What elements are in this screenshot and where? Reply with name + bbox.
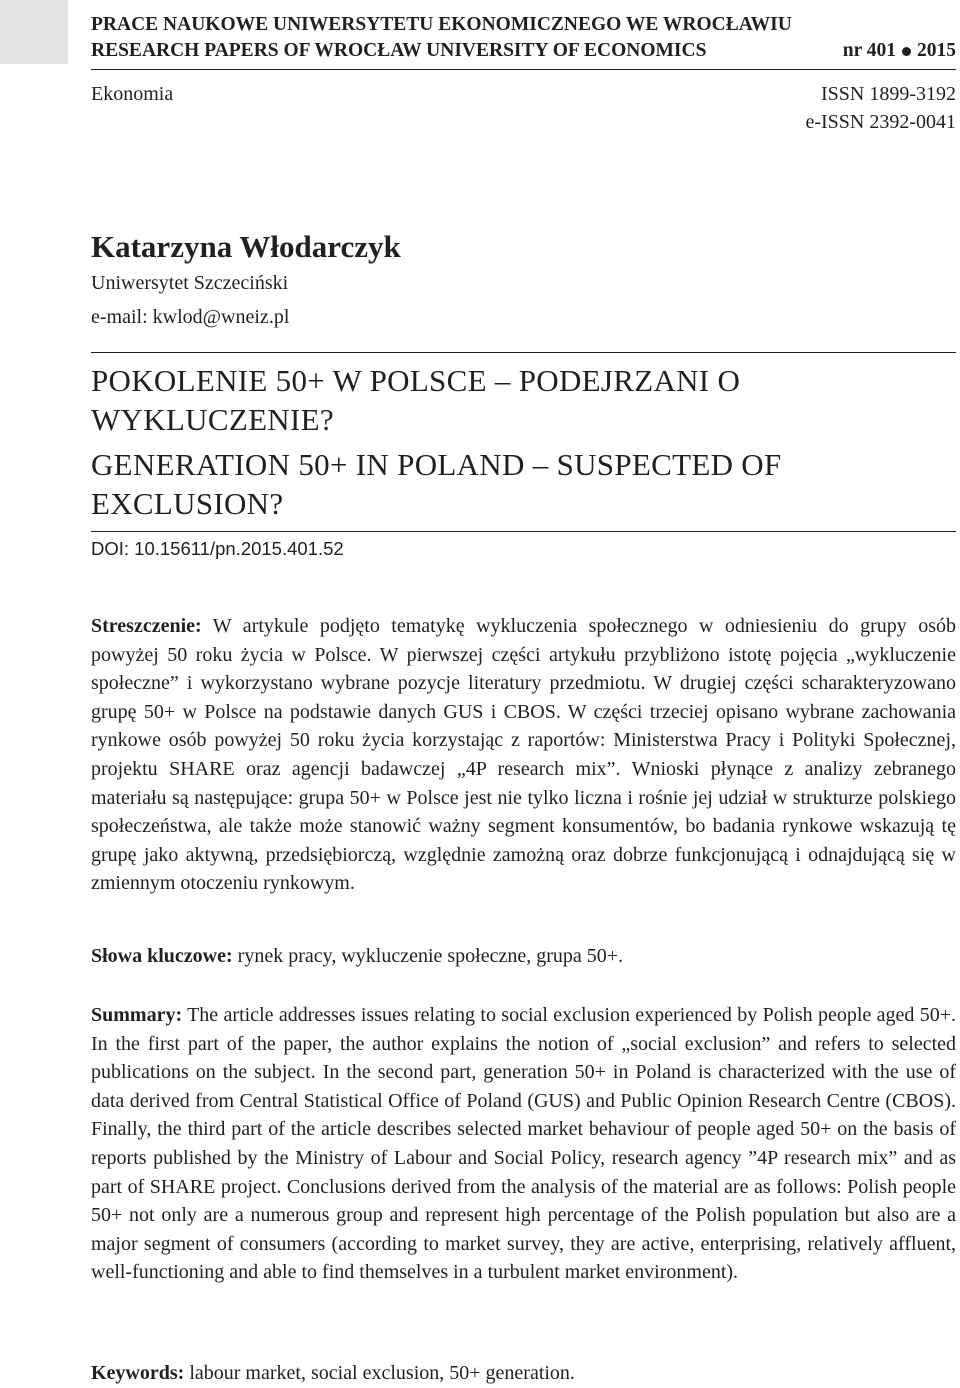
author-name: Katarzyna Włodarczyk (91, 229, 401, 264)
publication-meta (91, 80, 956, 136)
journal-header (91, 12, 956, 70)
journal-name-en: RESEARCH PAPERS OF WROCŁAW UNIVERSITY OF ECONOMICS nr 401 2015 (91, 38, 956, 64)
abstract-en-text: The article addresses issues relating to social exclusion experienced by Polish people aged 50+. In the first part of the paper, the author explains the notion of „social exclusion” and refers to selected publications on the subject. In the second part, generation 50+ in Poland is characterized with the use of data derived from Central Statistical Office of Poland (GUS) and Public Opinion Research Centre (CBOS). Finally, the third part of the article describes selected market behaviour of people aged 50+ on the basis of reports published by the Ministry of Labour and Social Policy, research agency ”4P research mix” and as part of SHARE project. Conclusions derived from the analysis of the material are as follows: Polish people 50+ not only are a numerous group and represent high percentage of the Polish population but also are a major segment of consumers (according to market survey, they are active, enterprising, relatively affluent, well-functioning and able to find themselves in a turbulent market environment). (91, 1004, 956, 1284)
abstract-en (91, 1001, 956, 1287)
author-affiliation: Uniwersytet Szczeciński (91, 272, 289, 294)
issue-info (843, 38, 956, 64)
author-email: e-mail: kwlod@wneiz.pl (91, 306, 290, 328)
keywords-pl (91, 942, 956, 971)
keywords-en-text: labour market, social exclusion, 50+ generation. (184, 1362, 575, 1384)
keywords-pl-label: Słowa kluczowe: (91, 945, 233, 967)
keywords-en-label: Keywords: (91, 1362, 185, 1384)
series-name: Ekonomia (91, 83, 174, 105)
author-block (91, 228, 956, 334)
abstract-en-label: Summary: (91, 1004, 183, 1026)
title-pl: POKOLENIE 50+ W POLSCE – PODEJRZANI O WYKLUCZENIE? (91, 363, 741, 437)
eissn: e-ISSN 2392-0041 (805, 111, 956, 133)
issue-year: 2015 (917, 40, 956, 61)
abstract-pl-label: Streszczenie: (91, 615, 202, 637)
journal-name-pl: PRACE NAUKOWE UNIWERSYTETU EKONOMICZNEGO WE WROCŁAWIU (91, 14, 792, 35)
keywords-pl-text: rynek pracy, wykluczenie społeczne, grupa 50+. (232, 945, 624, 967)
title-block (91, 352, 956, 532)
corner-gray-box (0, 0, 68, 64)
issn: ISSN 1899-3192 (820, 83, 956, 105)
issue-number: nr 401 (842, 40, 896, 61)
abstract-pl-text: W artykule podjęto tematykę wykluczenia społecznego w odniesieniu do grupy osób powyżej 50 roku życia w Polsce. W pierwszej części artykułu przybliżono istotę pojęcia „wykluczenie społeczne” i wykorzystano wybrane pozycje literatury przedmiotu. W drugiej części scharakteryzowano grupę 50+ w Polsce na podstawie danych GUS i CBOS. W części trzeciej opisano wybrane zachowania rynkowe osób powyżej 50 roku życia korzystając z raportów: Ministerstwa Pracy i Polityki Społecznej, projektu SHARE oraz agencji badawczej „4P research mix”. Wnioski płynące z analizy zebranego materiału są następujące: grupa 50+ w Polsce jest nie tylko liczna i rośnie jej udział w strukturze polskiego społeczeństwa, ale także może stanowić ważny segment konsumentów, bo badania rynkowe wskazują tę grupę jako aktywną, przedsiębiorczą, względnie zamożną oraz dobrze funkcjonującą i odnajdującą się w zmiennym otoczeniu rynkowym. (91, 615, 956, 895)
abstract-pl (91, 612, 956, 898)
keywords-en (91, 1359, 956, 1388)
doi: DOI: 10.15611/pn.2015.401.52 (91, 538, 344, 559)
title-en: GENERATION 50+ IN POLAND – SUSPECTED OF EXCLUSION? (91, 447, 782, 521)
bullet-icon (902, 47, 911, 56)
